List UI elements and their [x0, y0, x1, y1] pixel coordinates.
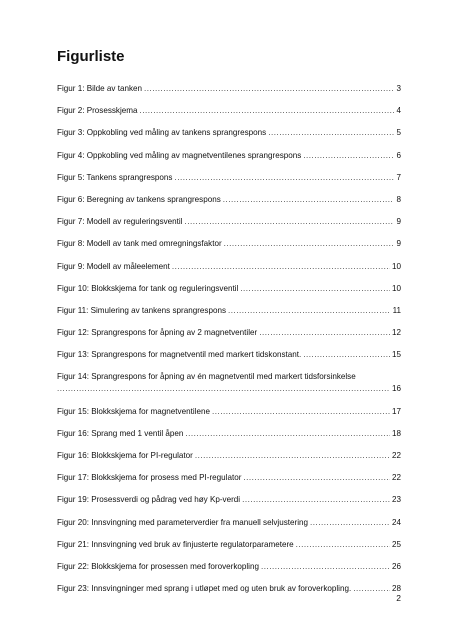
- entry-title: Figur 4: Oppkobling ved måling av magnetventilenes sprangrespons: [57, 150, 302, 160]
- dot-leader: [303, 151, 394, 161]
- figure-list-item[interactable]: [57, 306, 401, 316]
- entry-title: Figur 7: Modell av reguleringsventil: [57, 217, 183, 227]
- figure-list-item[interactable]: [57, 84, 401, 94]
- dot-leader: [228, 306, 391, 316]
- dot-leader: [242, 495, 390, 505]
- figure-list-item[interactable]: [57, 128, 401, 138]
- dot-leader: [223, 195, 395, 205]
- entry-page: 10: [391, 283, 401, 293]
- entry-page: 7: [396, 172, 401, 182]
- dot-leader: [172, 262, 390, 272]
- entry-page: 22: [391, 473, 401, 483]
- dot-leader: [212, 407, 390, 417]
- entry-page: 25: [391, 539, 401, 549]
- figure-list-item[interactable]: [57, 584, 401, 594]
- entry-page: 6: [396, 150, 401, 160]
- figure-list-item[interactable]: [57, 284, 401, 294]
- figure-list-item[interactable]: [57, 518, 401, 528]
- entry-title: Figur 3: Oppkobling ved måling av tankens sprangrespons: [57, 128, 267, 138]
- entry-title: Figur 16: Sprang med 1 ventil åpen: [57, 428, 184, 438]
- dot-leader: [185, 429, 390, 439]
- entry-title: Figur 13: Sprangrespons for magnetventil med markert tidskonstant.: [57, 350, 302, 360]
- figure-list-item[interactable]: [57, 195, 401, 205]
- dot-leader: [57, 384, 390, 394]
- entry-title: Figur 15: Blokkskjema for magnetventilene: [57, 406, 210, 416]
- entry-title: Figur 23: Innsvingninger med sprang i utløpet med og uten bruk av foroverkopling.: [57, 584, 352, 594]
- dot-leader: [303, 350, 390, 360]
- entry-title: Figur 17: Blokkskjema for prosess med PI-regulator: [57, 473, 242, 483]
- entry-title: Figur 20: Innsvingning med parameterverdier fra manuell selvjustering: [57, 517, 309, 527]
- figure-list-item[interactable]: [57, 451, 401, 461]
- entry-title: Figur 5: Tankens sprangrespons: [57, 172, 173, 182]
- figure-list: [57, 84, 401, 606]
- entry-title: Figur 19: Prosessverdi og pådrag ved høy Kp-verdi: [57, 495, 241, 505]
- dot-leader: [144, 84, 394, 94]
- entry-title: Figur 16: Blokkskjema for PI-regulator: [57, 451, 193, 460]
- entry-page: 5: [396, 128, 401, 138]
- figure-list-item[interactable]: [57, 429, 401, 439]
- entry-title: Figur 1: Bilde av tanken: [57, 84, 143, 93]
- dot-leader: [243, 473, 390, 483]
- entry-page: 9: [396, 217, 401, 227]
- figure-list-item[interactable]: [57, 407, 401, 417]
- figure-list-item[interactable]: [57, 262, 401, 272]
- figure-list-item[interactable]: [57, 540, 401, 550]
- dot-leader: [353, 584, 390, 594]
- entry-page: 8: [396, 194, 401, 204]
- entry-title: Figur 12: Sprangrespons for åpning av 2 magnetventiler: [57, 328, 258, 338]
- entry-title: Figur 11: Simulering av tankens sprangrespons: [57, 305, 227, 315]
- dot-leader: [261, 562, 390, 572]
- dot-leader: [174, 173, 394, 183]
- figure-list-item[interactable]: [57, 173, 401, 183]
- dot-leader: [224, 239, 395, 249]
- entry-page: 9: [396, 239, 401, 249]
- dot-leader: [240, 284, 390, 294]
- figure-list-item[interactable]: [57, 239, 401, 249]
- entry-page: 12: [391, 328, 401, 338]
- dot-leader: [259, 328, 390, 338]
- figure-list-item[interactable]: [57, 350, 401, 360]
- entry-page: 11: [392, 305, 401, 315]
- entry-title: Figur 10: Blokkskjema for tank og reguleringsventil: [57, 283, 239, 293]
- figure-list-item[interactable]: [57, 495, 401, 505]
- dot-leader: [185, 217, 395, 227]
- entry-page: 24: [391, 517, 401, 527]
- entry-page: 16: [391, 384, 401, 394]
- entry-page: 23: [391, 495, 401, 505]
- entry-page: 10: [391, 261, 401, 271]
- figure-list-item[interactable]: [57, 106, 401, 116]
- entry-page: 22: [391, 451, 401, 460]
- figure-list-item[interactable]: [57, 328, 401, 338]
- entry-title: Figur 2: Prosesskjema: [57, 106, 138, 116]
- dot-leader: [296, 540, 390, 550]
- entry-title: Figur 9: Modell av måleelement: [57, 261, 170, 271]
- figure-list-item[interactable]: [57, 473, 401, 483]
- page-title: Figurliste: [57, 48, 125, 65]
- entry-title: Figur 6: Beregning av tankens sprangrespons: [57, 194, 221, 204]
- dot-leader: [195, 451, 390, 461]
- entry-title: Figur 14: Sprangrespons for åpning av én magnetventil med markert tidsforsinkelse: [57, 372, 356, 382]
- entry-title: Figur 8: Modell av tank med omregningsfaktor: [57, 239, 222, 249]
- entry-page: 28: [391, 584, 401, 594]
- entry-continuation: [57, 384, 401, 394]
- entry-title: Figur 21: Innsvingning ved bruk av finjusterte regulatorparametere: [57, 539, 294, 549]
- entry-page: 4: [396, 106, 401, 116]
- entry-page: 15: [391, 350, 401, 360]
- entry-page: 26: [391, 561, 401, 571]
- page-number: 2: [396, 593, 401, 603]
- entry-title: Figur 22: Blokkskjema for prosessen med foroverkopling: [57, 561, 259, 571]
- dot-leader: [310, 518, 390, 528]
- figure-list-item[interactable]: [57, 562, 401, 572]
- dot-leader: [268, 128, 394, 138]
- figure-list-item[interactable]: [57, 217, 401, 227]
- figure-list-item[interactable]: [57, 372, 401, 394]
- dot-leader: [140, 106, 395, 116]
- entry-page: 17: [391, 406, 401, 416]
- figure-list-item[interactable]: [57, 151, 401, 161]
- entry-page: 18: [391, 428, 401, 438]
- entry-page: 3: [396, 84, 401, 93]
